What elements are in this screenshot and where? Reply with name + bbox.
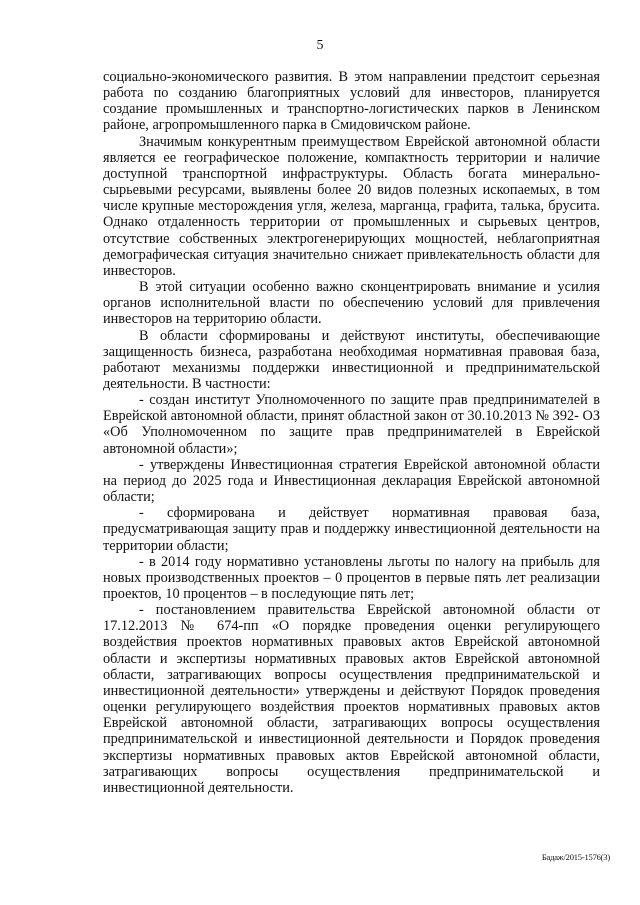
document-body [103, 69, 600, 796]
paragraph-development-continuation: социально-экономического развития. В этом направлении предстоит серьезная работа по созданию благоприятных условий для инвесторов, планируется создание промышленных и транспортно-логистических парков в Ленинском районе, агропромышленного парка в Смидовичском районе. [103, 69, 600, 134]
list-item-regulatory-assessment: - постановлением правительства Еврейской автономной области от 17.12.2013 № 674-пп «О порядке проведения оценки регулирующего воздействия проектов нормативных правовых актов Еврейской автономной области и экспертизы нормативных правовых актов Еврейской автономной области, затрагивающих вопросы осуществления предпринимательской и инвестиционной деятельности» утверждены и действуют Порядок проведения оценки регулирующего воздействия проектов нормативных правовых актов Еврейской автономной области, затрагивающих вопросы осуществления предпринимательской и инвестиционной деятельности и Порядок проведения экспертизы нормативных правовых актов Еврейской автономной области, затрагивающих вопросы осуществления предпринимательской и инвестиционной деятельности. [103, 602, 600, 796]
footer-document-code: Бадаж/2015-1576(3) [541, 852, 610, 862]
list-item-legal-base: - сформирована и действует нормативная правовая база, предусматривающая защиту прав и поддержку инвестиционной деятельности на территории области; [103, 505, 600, 554]
list-item-investment-strategy: - утверждены Инвестиционная стратегия Еврейской автономной области на период до 2025 года и Инвестиционная декларация Еврейской автономной области; [103, 456, 600, 506]
list-item-ombudsman: - создан институт Уполномоченного по защите прав предпринимателей в Еврейской автономной области, принят областной закон от 30.10.2013 № 392- ОЗ «Об Уполномоченном по защите прав предпринимателей в Еврейской автономной области»; [103, 392, 600, 457]
paragraph-competitive-advantage: Значимым конкурентным преимуществом Еврейской автономной области является ее географическое положение, компактность территории и наличие доступной транспортной инфраструктуры. Область богата минерально-сырьевыми ресурсами, выявлены более 20 видов полезных ископаемых, в том числе крупные месторождения угля, железа, марганца, графита, талька, брусита. Однако отдаленность территории от промышленных и сырьевых центров, отсутствие собственных электрогенерирующих мощностей, неблагоприятная демографическая ситуация значительно снижает привлекательность области для инвесторов. [103, 133, 600, 279]
page-number: 5 [316, 38, 324, 53]
paragraph-concentrate-efforts: В этой ситуации особенно важно сконцентрировать внимание и усилия органов исполнительной власти по обеспечению условий для привлечения инвесторов на территорию области. [103, 279, 600, 328]
list-item-tax-benefits: - в 2014 году нормативно установлены льготы по налогу на прибыль для новых производственных проектов – 0 процентов в первые пять лет реализации проектов, 10 процентов – в последующие пять лет; [103, 553, 600, 602]
paragraph-institutions: В области сформированы и действуют институты, обеспечивающие защищенность бизнеса, разработана необходимая нормативная правовая база, работают механизмы поддержки инвестиционной и предпринимательской деятельности. В частности: [103, 327, 600, 392]
